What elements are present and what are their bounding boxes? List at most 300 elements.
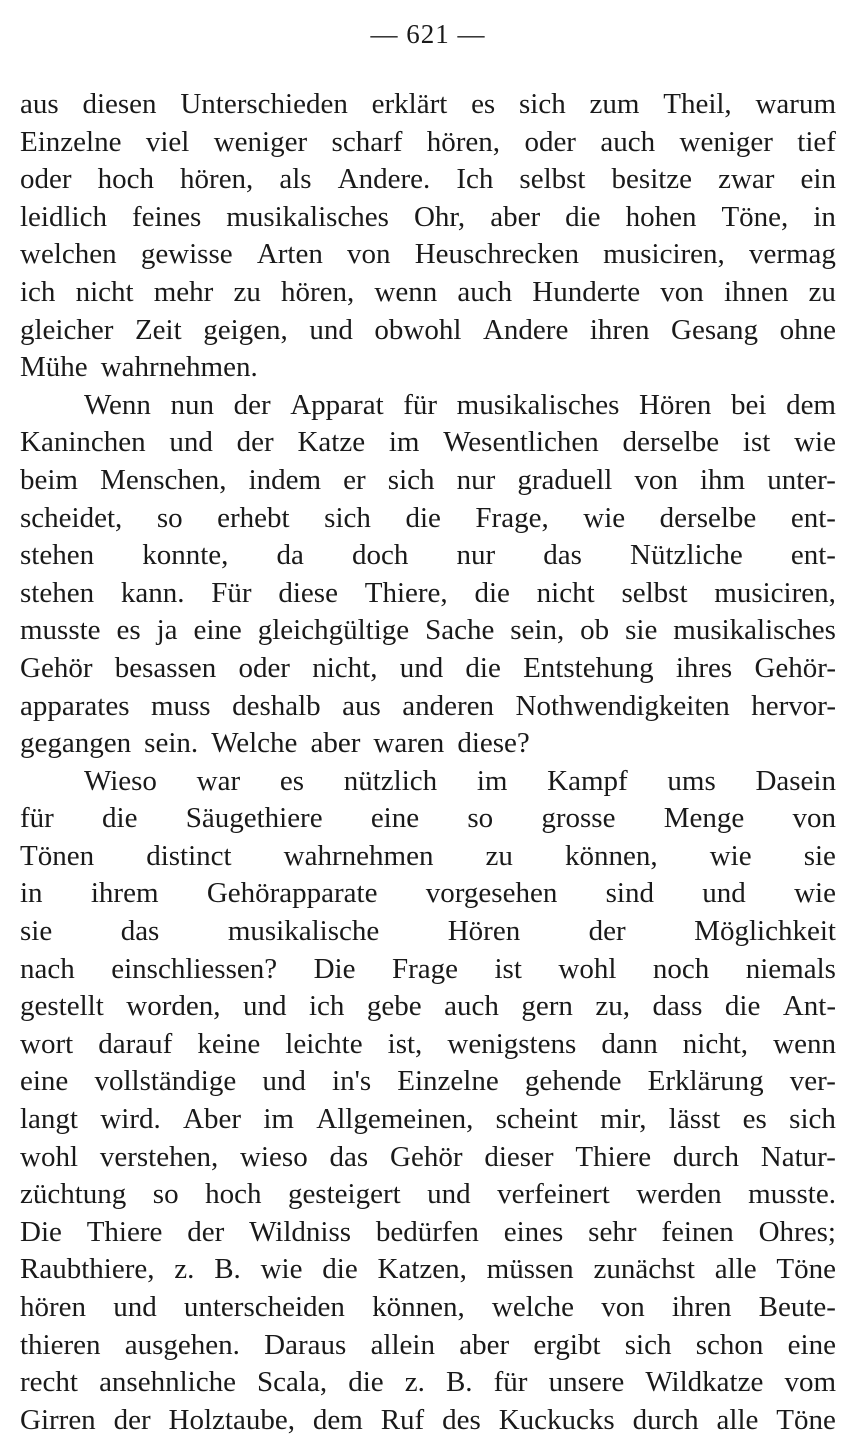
word: nur <box>456 539 496 572</box>
word: Scala, <box>257 1366 328 1399</box>
word: Ohr, <box>413 200 466 233</box>
word: kann. <box>120 576 185 609</box>
text-line <box>20 124 836 162</box>
word: Einzelne <box>397 1065 499 1098</box>
word: niemals <box>745 952 836 985</box>
word: stehen <box>20 539 95 572</box>
word: und <box>702 877 746 910</box>
word: alle <box>714 1253 757 1286</box>
word: zu, <box>595 990 630 1023</box>
text-line <box>20 1139 836 1177</box>
word: ihnen <box>723 275 789 308</box>
word: wie <box>260 1253 303 1286</box>
word: wahrnehmen. <box>100 351 258 384</box>
word: Sache <box>425 614 495 647</box>
word: wie <box>794 877 836 910</box>
word: von <box>792 802 836 835</box>
word: wohl <box>558 952 617 985</box>
word: auch <box>600 125 656 158</box>
word: von <box>601 1291 645 1323</box>
word: zu <box>485 839 513 872</box>
word: gegangen <box>20 727 132 760</box>
word: hören, <box>426 125 501 158</box>
word: tief <box>797 125 836 158</box>
word: der <box>113 1403 151 1436</box>
word: aus <box>20 88 59 120</box>
word: ihren <box>589 313 650 346</box>
word: feinen <box>661 1215 734 1248</box>
word: unterscheiden <box>183 1291 345 1323</box>
word: Theil, <box>663 88 732 120</box>
word: Dasein <box>755 764 836 797</box>
word: gehende <box>524 1065 622 1098</box>
word: sein, <box>510 614 565 647</box>
word: Nothwendigkeiten <box>515 689 730 722</box>
word: und <box>262 1065 306 1098</box>
word: scheint <box>495 1103 578 1136</box>
word: die <box>724 990 761 1023</box>
word: sie <box>625 614 658 647</box>
word: darauf <box>98 1027 173 1060</box>
text-line <box>20 988 836 1026</box>
word: sich <box>519 88 566 120</box>
word: Tönen <box>20 839 95 872</box>
word: musiciren, <box>714 576 836 609</box>
word: verfeinert <box>497 1178 610 1211</box>
word: gewisse <box>140 238 233 271</box>
text-line <box>20 274 836 312</box>
word: ob <box>580 614 610 647</box>
word: aus <box>342 689 381 722</box>
word: erklärt <box>371 88 448 120</box>
word: grosse <box>541 802 616 835</box>
word: Wildniss <box>249 1215 352 1248</box>
word: anderen <box>402 689 495 722</box>
word: von <box>634 463 678 496</box>
word: nur <box>456 463 496 496</box>
text-line <box>20 199 836 237</box>
word: selbst <box>519 163 586 196</box>
word: sein. <box>144 727 199 760</box>
word: so <box>467 802 494 835</box>
word: auch <box>457 275 513 308</box>
word: musikalisches <box>226 200 389 233</box>
word: feines <box>132 200 202 233</box>
book-page <box>20 14 836 1439</box>
word: Welche <box>211 727 298 760</box>
word: Töne, <box>721 200 789 233</box>
word: z. <box>404 1366 425 1399</box>
word: beim <box>20 463 78 496</box>
word: diesen <box>82 88 157 120</box>
page-number: — 621 — <box>370 19 486 49</box>
word: ist <box>494 952 522 985</box>
word: im <box>263 1103 294 1136</box>
text-line <box>20 312 836 350</box>
word: für <box>493 1366 528 1399</box>
word: Katze <box>297 426 366 459</box>
word: der <box>187 1215 225 1248</box>
word: Ruf <box>380 1403 425 1436</box>
word: er <box>343 463 366 496</box>
word: distinct <box>146 839 232 872</box>
word: für <box>20 802 54 835</box>
word: vorgesehen <box>425 877 558 910</box>
word: ist, <box>387 1027 423 1060</box>
text-line <box>20 1176 836 1214</box>
word: Unterschieden <box>180 88 348 120</box>
word: Andere <box>482 313 569 346</box>
word: ein <box>800 163 836 196</box>
word: züchtung <box>20 1178 127 1211</box>
word: worden, <box>126 990 221 1023</box>
word: wenn <box>374 275 438 308</box>
word: musikalisches <box>456 388 620 421</box>
word: für <box>403 388 438 421</box>
word: Nützliche <box>630 539 743 572</box>
word: von <box>347 238 391 271</box>
text-line <box>20 650 836 688</box>
word: wie <box>709 839 752 872</box>
word: viel <box>145 125 190 158</box>
word: gestellt <box>20 990 104 1023</box>
word: ent- <box>790 501 836 534</box>
word: ich <box>308 990 345 1023</box>
text-line <box>20 612 836 650</box>
word: Raubthiere, <box>20 1253 155 1286</box>
text-line <box>20 1101 836 1139</box>
word: Daraus <box>264 1328 347 1361</box>
word: schon <box>695 1328 764 1361</box>
word: und <box>169 426 213 459</box>
word: vollständige <box>94 1065 237 1098</box>
word: deshalb <box>232 689 321 722</box>
word: derselbe <box>659 501 757 534</box>
text-line <box>20 424 836 462</box>
word: eines <box>503 1215 564 1248</box>
word: hören, <box>280 275 355 308</box>
word: ihrem <box>90 877 159 910</box>
word: nach <box>20 952 75 985</box>
word: Wesentlichen <box>443 426 599 459</box>
word: Erklärung <box>647 1065 764 1098</box>
word: ohne <box>779 313 836 346</box>
body-text <box>20 86 836 1439</box>
word: ja <box>156 614 178 647</box>
word: ver- <box>789 1065 836 1098</box>
word: besitze <box>611 163 693 196</box>
word: sich <box>624 1328 672 1361</box>
word: derselbe <box>622 426 720 459</box>
word: stehen <box>20 576 95 609</box>
word: mehr <box>153 275 214 308</box>
word: hoch <box>97 163 154 196</box>
word: im <box>388 426 420 459</box>
word: die <box>405 501 441 534</box>
word: und <box>309 313 353 346</box>
text-line <box>20 500 836 538</box>
word: doch <box>351 539 409 572</box>
word: in <box>20 877 43 910</box>
word: indem <box>248 463 322 496</box>
word: und <box>427 1178 471 1211</box>
word: ergibt <box>533 1328 601 1361</box>
word: sich <box>789 1103 836 1136</box>
word: dass <box>652 990 703 1023</box>
word: sehr <box>588 1215 637 1248</box>
word: Menge <box>663 802 745 835</box>
text-line <box>20 838 836 876</box>
word: selbst <box>621 576 688 609</box>
word: Zeit <box>134 313 182 346</box>
text-line <box>20 763 836 801</box>
word: oder <box>238 651 290 684</box>
word: geigen, <box>203 313 288 346</box>
word: das <box>543 539 582 572</box>
text-line <box>20 236 836 274</box>
word: musikalisches <box>673 614 836 647</box>
word: durch <box>632 1403 699 1436</box>
word: Gesang <box>671 313 759 346</box>
word: Frage <box>391 952 458 985</box>
word: in's <box>332 1065 372 1098</box>
word: eine <box>193 614 242 647</box>
word: nicht <box>75 275 134 308</box>
word: das <box>329 1140 369 1173</box>
text-line <box>20 1026 836 1064</box>
word: und <box>242 990 287 1023</box>
word: Girren <box>20 1403 96 1436</box>
word: gebe <box>366 990 422 1023</box>
word: hohen <box>625 200 697 233</box>
word: recht <box>20 1366 78 1399</box>
word: Holztaube, <box>168 1403 295 1436</box>
word: thieren <box>20 1328 101 1361</box>
word: welche <box>491 1291 575 1323</box>
word: mir, <box>600 1103 647 1136</box>
word: aber <box>459 1328 510 1361</box>
word: Einzelne <box>20 125 122 158</box>
word: dem <box>312 1403 363 1436</box>
word: Beute- <box>758 1291 836 1323</box>
word: zu <box>233 275 261 308</box>
word: der <box>588 915 626 948</box>
word: Allgemeinen, <box>316 1103 474 1136</box>
word: graduell <box>517 463 613 496</box>
word: musste <box>20 614 101 647</box>
word: Die <box>20 1215 62 1248</box>
word: so <box>156 501 183 534</box>
word: waren <box>373 727 445 760</box>
word: z. <box>174 1253 195 1286</box>
text-line <box>20 725 836 763</box>
word: Gehörapparate <box>206 877 378 910</box>
word: können, <box>565 839 658 872</box>
word: Natur- <box>760 1140 836 1173</box>
text-line <box>20 1364 836 1402</box>
word: es <box>279 764 304 797</box>
word: Gehör <box>390 1140 463 1173</box>
word: bedürfen <box>375 1215 479 1248</box>
word: es <box>471 88 496 120</box>
word: sind <box>605 877 654 910</box>
word: wenn <box>773 1027 836 1060</box>
text-line <box>20 951 836 989</box>
word: hören, <box>180 163 254 196</box>
word: die <box>474 576 510 609</box>
word: diese? <box>457 727 530 760</box>
word: im <box>476 764 508 797</box>
word: ich <box>20 275 56 308</box>
word: Hören <box>447 915 521 948</box>
word: ansehnliche <box>99 1366 236 1399</box>
word: ihm <box>700 463 746 496</box>
word: sie <box>20 915 53 948</box>
word: Gehör- <box>754 651 836 684</box>
word: ihres <box>675 651 733 684</box>
word: in <box>813 200 836 233</box>
word: von <box>660 275 704 308</box>
word: müssen <box>486 1253 574 1286</box>
word: vom <box>784 1366 836 1399</box>
word: gleicher <box>20 313 114 346</box>
word: leichte <box>285 1027 363 1060</box>
word: noch <box>652 952 710 985</box>
word: unter- <box>767 463 836 496</box>
word: sich <box>387 463 435 496</box>
text-line <box>20 575 836 613</box>
word: Ohres; <box>758 1215 836 1248</box>
word: Wenn <box>84 388 151 421</box>
word: zum <box>589 88 640 120</box>
word: der <box>236 426 274 459</box>
word: allein <box>370 1328 435 1361</box>
word: werden <box>636 1178 722 1211</box>
word: oder <box>20 163 72 196</box>
word: wie <box>794 426 836 459</box>
word: Thiere, <box>364 576 448 609</box>
word: Frage, <box>475 501 549 534</box>
word: scharf <box>331 125 403 158</box>
word: so <box>152 1178 179 1211</box>
word: gesteigert <box>287 1178 401 1211</box>
word: welchen <box>20 238 117 271</box>
word: auch <box>444 990 499 1023</box>
word: nicht, <box>682 1027 749 1060</box>
text-line <box>20 875 836 913</box>
word: aber <box>490 200 541 233</box>
word: Kampf <box>547 764 628 797</box>
text-line <box>20 462 836 500</box>
word: B. <box>214 1253 241 1286</box>
word: nützlich <box>343 764 438 797</box>
word: ausgehen. <box>124 1328 240 1361</box>
word: unsere <box>548 1366 625 1399</box>
word: warum <box>755 88 836 120</box>
text-line <box>20 688 836 726</box>
word: dem <box>786 388 836 421</box>
word: Andere. <box>337 163 431 196</box>
word: Thiere <box>86 1215 163 1248</box>
word: wort <box>20 1027 74 1060</box>
word: und <box>113 1291 157 1323</box>
text-line <box>20 1063 836 1101</box>
word: nicht <box>536 576 595 609</box>
word: oder <box>524 125 576 158</box>
word: scheidet, <box>20 501 123 534</box>
text-line <box>20 349 836 387</box>
word: Wieso <box>84 764 157 797</box>
word: Katzen, <box>377 1253 467 1286</box>
word: weniger <box>213 125 308 158</box>
word: wenigstens <box>447 1027 577 1060</box>
word: Apparat <box>290 388 384 421</box>
word: durch <box>672 1140 739 1173</box>
word: die <box>102 802 138 835</box>
word: Aber <box>183 1103 242 1136</box>
word: ihren <box>671 1291 732 1323</box>
word: Hunderte <box>532 275 641 308</box>
word: langt <box>20 1103 78 1136</box>
word: musikalische <box>227 915 380 948</box>
word: Gehör <box>20 651 93 684</box>
word: zu <box>808 275 836 308</box>
word: des <box>442 1403 481 1436</box>
word: zwar <box>718 163 775 196</box>
word: als <box>279 163 312 196</box>
word: Kaninchen <box>20 426 146 459</box>
word: aber <box>310 727 361 760</box>
word: gleichgültige <box>257 614 410 647</box>
text-line <box>20 1289 836 1327</box>
word: die <box>322 1253 358 1286</box>
word: Die <box>313 952 356 985</box>
word: können, <box>372 1291 465 1323</box>
word: apparates <box>20 689 130 722</box>
word: wohl <box>20 1140 78 1173</box>
word: Säugethiere <box>185 802 323 835</box>
word: muss <box>150 689 211 722</box>
word: die <box>348 1366 384 1399</box>
word: verstehen, <box>99 1140 219 1173</box>
text-line <box>20 800 836 838</box>
word: ums <box>667 764 716 797</box>
word: Wildkatze <box>645 1366 764 1399</box>
word: der <box>233 388 271 421</box>
word: Heuschrecken <box>414 238 579 271</box>
word: Ant- <box>782 990 836 1023</box>
word: lässt <box>668 1103 721 1136</box>
word: Töne <box>776 1403 836 1436</box>
word: B. <box>445 1366 473 1399</box>
word: die <box>565 200 601 233</box>
word: das <box>120 915 160 948</box>
text-line <box>20 161 836 199</box>
word: erhebt <box>217 501 290 534</box>
word: die <box>465 651 501 684</box>
word: und <box>399 651 444 684</box>
word: dieser <box>484 1140 554 1173</box>
text-line <box>20 1402 836 1440</box>
word: Arten <box>256 238 323 271</box>
word: sich <box>324 501 371 534</box>
text-line <box>20 86 836 124</box>
word: Ich <box>456 163 494 196</box>
word: Hören <box>638 388 712 421</box>
text-line <box>20 1251 836 1289</box>
word: vermag <box>748 238 836 271</box>
word: einschliessen? <box>111 952 278 985</box>
